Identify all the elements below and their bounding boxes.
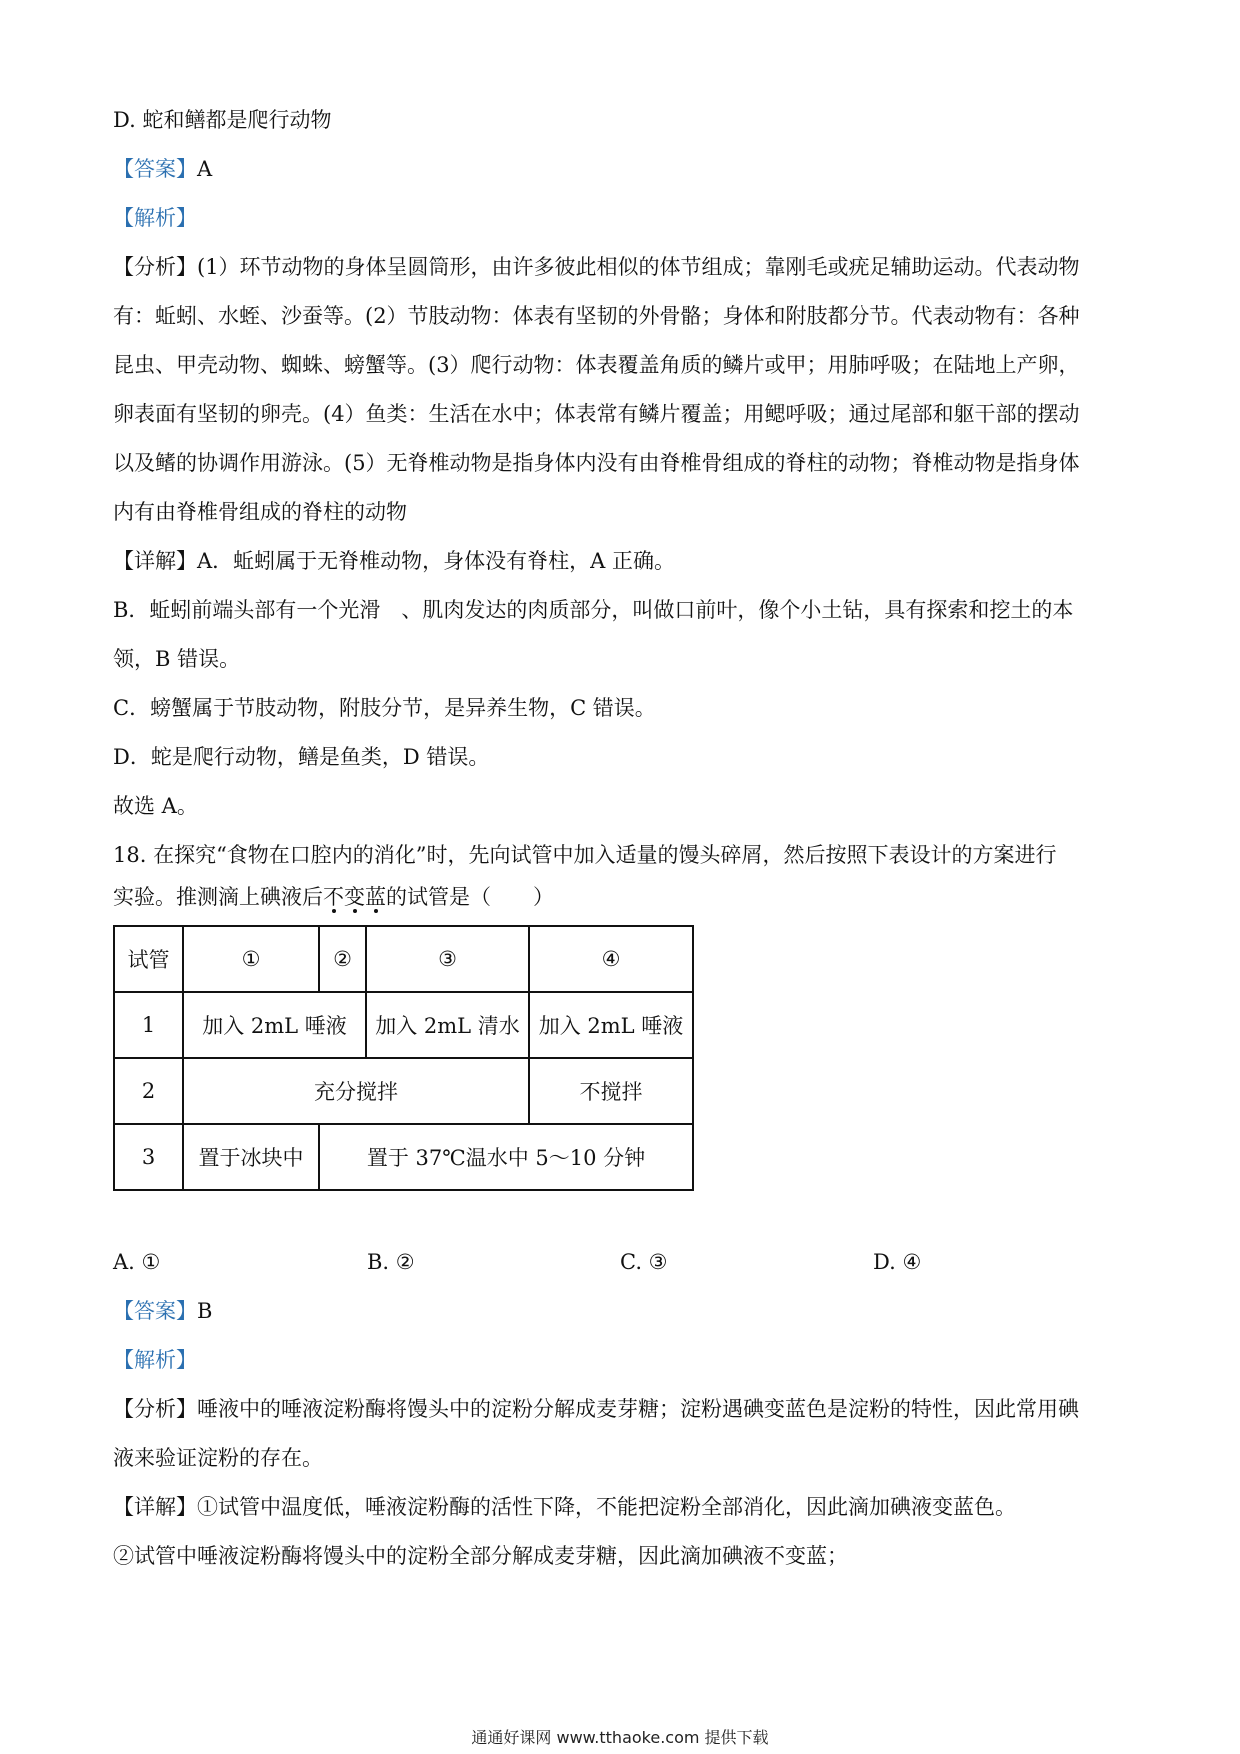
table-row: [114, 926, 693, 992]
question-text-a: 实验。推测滴上碘液后: [113, 885, 323, 909]
analysis-tag: 【解析】: [113, 1348, 197, 1372]
table-cell: 加入 2mL 唾液: [183, 992, 366, 1058]
table-cell: 不搅拌: [529, 1058, 693, 1124]
xiangjie-line-5: D．蛇是爬行动物，鳝是鱼类，D 错误。: [113, 745, 490, 769]
fenxi-text: (1）环节动物的身体呈圆筒形，由许多彼此相似的体节组成；靠刚毛或疣足辅助运动。代表动物: [197, 255, 1080, 279]
xiangjie-line-3: 领，B 错误。: [113, 647, 241, 671]
xiangjie-line-2: B．蚯蚓前端头部有一个光滑 、肌肉发达的肉质部分，叫做口前叶，像个小土钻，具有探索和挖土的本: [113, 598, 1074, 622]
emphasis-dot: [374, 909, 378, 913]
xiangjie-text: ①试管中温度低，唾液淀粉酶的活性下降，不能把淀粉全部消化，因此滴加碘液变蓝色。: [197, 1495, 1016, 1519]
analysis-heading-2: [113, 1347, 197, 1373]
answer-line-2: [113, 1298, 212, 1324]
table-cell: 加入 2mL 唾液: [529, 992, 693, 1058]
emphasis-dot: [353, 909, 357, 913]
fenxi2-line-1: [113, 1396, 1079, 1422]
table-cell: 充分搅拌: [183, 1058, 529, 1124]
emphasized-text: 不 变 蓝: [323, 885, 386, 909]
answer-value: B: [197, 1299, 213, 1323]
xiangjie2-line-1: [113, 1494, 1016, 1520]
xiangjie2-line-2: ②试管中唾液淀粉酶将馒头中的淀粉全部分解成麦芽糖，因此滴加碘液不变蓝；: [113, 1544, 848, 1568]
answer-line: [113, 156, 212, 182]
page-footer: 通通好课网 www.tthaoke.com 提供下载: [471, 1728, 769, 1747]
table-header-cell: ①: [183, 926, 319, 992]
table-header-cell: ②: [319, 926, 366, 992]
fenxi-tag: 【分析】: [113, 255, 197, 279]
fenxi-line-6: 内有由脊椎骨组成的脊柱的动物: [113, 500, 407, 524]
table-row: [114, 992, 693, 1058]
fenxi-line-3: 昆虫、甲壳动物、蜘蛛、螃蟹等。(3）爬行动物：体表覆盖角质的鳞片或甲；用肺呼吸；在陆地上产卵，: [113, 353, 1080, 377]
fenxi-line-1: [113, 254, 1080, 280]
table-header-cell: ③: [366, 926, 529, 992]
xiangjie-line-1: [113, 548, 675, 574]
xiangjie-tag: 【详解】: [113, 549, 197, 573]
fenxi2-line-2: 液来验证淀粉的存在。: [113, 1446, 323, 1470]
fenxi-text: 唾液中的唾液淀粉酶将馒头中的淀粉分解成麦芽糖；淀粉遇碘变蓝色是淀粉的特性，因此常用碘: [197, 1397, 1079, 1421]
choice-d: D. ④: [873, 1250, 922, 1274]
answer-tag: 【答案】: [113, 157, 197, 181]
fenxi-line-5: 以及鳍的协调作用游泳。(5）无脊椎动物是指身体内没有由脊椎骨组成的脊柱的动物；脊椎动物是指身体: [113, 451, 1080, 475]
table-cell: 置于冰块中: [183, 1124, 319, 1190]
table-row: [114, 1124, 693, 1190]
conclusion-line: 故选 A。: [113, 794, 198, 818]
fenxi-line-4: 卵表面有坚韧的卵壳。(4）鱼类：生活在水中；体表常有鳞片覆盖；用鳃呼吸；通过尾部和躯干部的摆动: [113, 402, 1080, 426]
fenxi-tag: 【分析】: [113, 1397, 197, 1421]
table-header-cell: ④: [529, 926, 693, 992]
analysis-heading: [113, 205, 197, 231]
choice-b: B. ②: [367, 1250, 415, 1274]
experiment-table: [113, 925, 694, 1191]
table-cell: 置于 37℃温水中 5～10 分钟: [319, 1124, 693, 1190]
option-d-line: D. 蛇和鳝都是爬行动物: [113, 108, 332, 132]
answer-tag: 【答案】: [113, 1299, 197, 1323]
table-cell: 2: [114, 1058, 183, 1124]
analysis-tag: 【解析】: [113, 206, 197, 230]
table-cell: 1: [114, 992, 183, 1058]
table-header-cell: 试管: [114, 926, 183, 992]
xiangjie-text: A．蚯蚓属于无脊椎动物，身体没有脊柱，A 正确。: [197, 549, 676, 573]
question-18-line-1: 18. 在探究“食物在口腔内的消化”时，先向试管中加入适量的馒头碎屑，然后按照下表设计的方案进行: [113, 843, 1057, 867]
table-cell: 加入 2mL 清水: [366, 992, 529, 1058]
xiangjie-line-4: C．螃蟹属于节肢动物，附肢分节，是异养生物，C 错误。: [113, 696, 656, 720]
answer-value: A: [197, 157, 213, 181]
emphasis-dot: [332, 909, 336, 913]
fenxi-line-2: 有：蚯蚓、水蛭、沙蚕等。(2）节肢动物：体表有坚韧的外骨骼；身体和附肢都分节。代表动物有：各种: [113, 304, 1080, 328]
choice-a: A. ①: [113, 1250, 161, 1274]
question-18-line-2: [113, 884, 554, 910]
xiangjie-tag: 【详解】: [113, 1495, 197, 1519]
question-text-b: 的试管是（ ）: [386, 885, 554, 909]
table-row: [114, 1058, 693, 1124]
choice-c: C. ③: [620, 1250, 668, 1274]
table-cell: 3: [114, 1124, 183, 1190]
